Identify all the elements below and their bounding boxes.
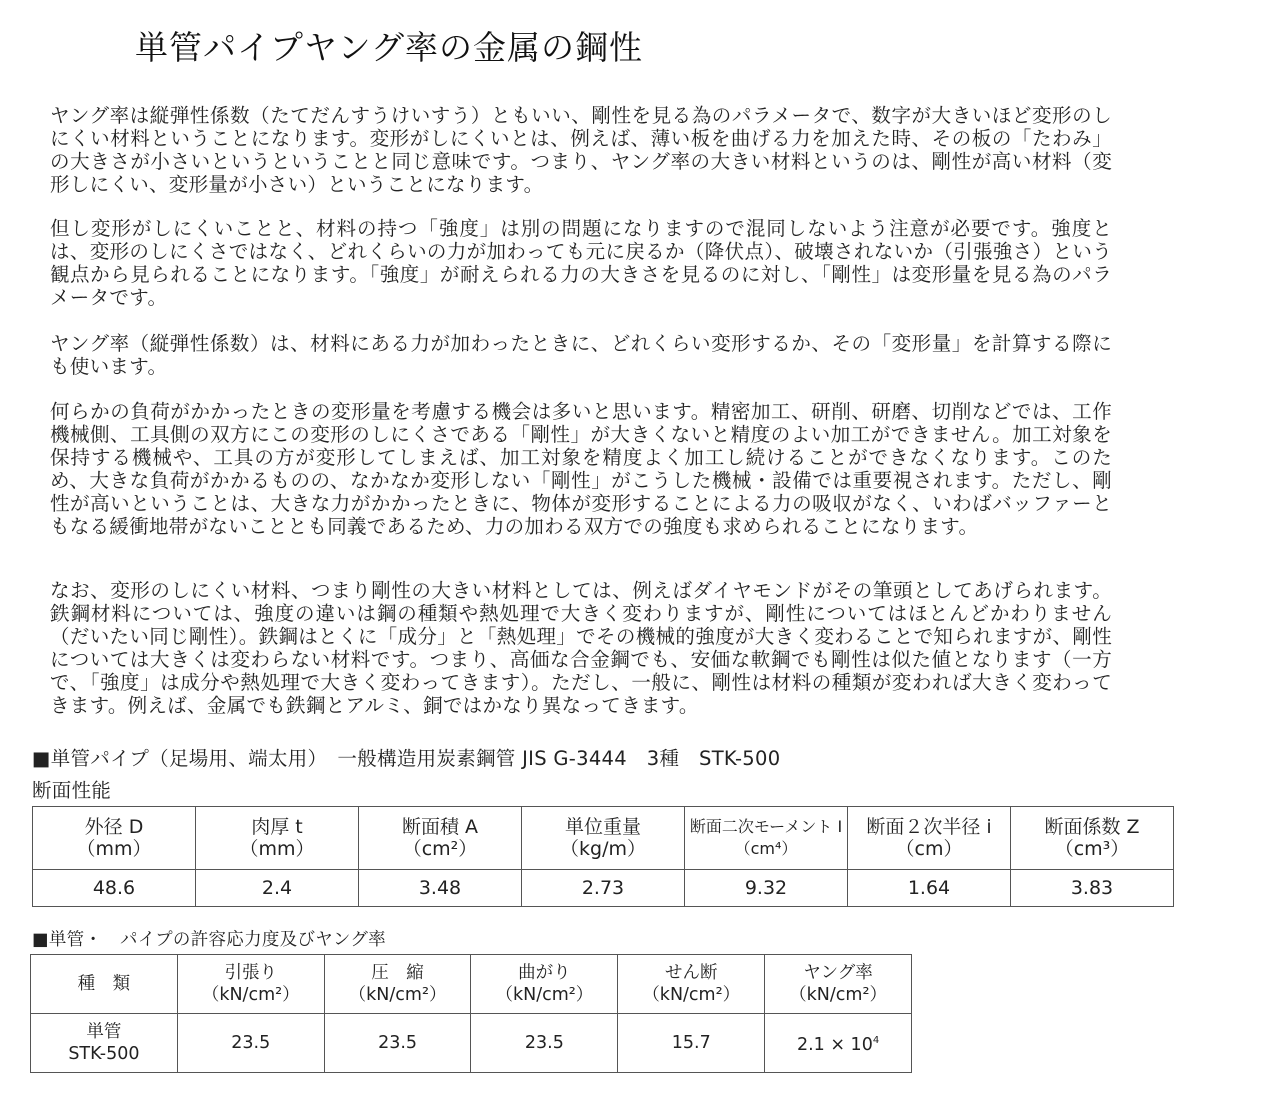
value-thickness: 2.4 bbox=[196, 870, 359, 907]
value-tension: 23.5 bbox=[177, 1014, 324, 1073]
header-outer-diameter: 外径 D （mm） bbox=[33, 807, 196, 870]
value-young-modulus: $2.1 \times 10^4$ bbox=[765, 1014, 912, 1073]
value-moment-of-inertia: 9.32 bbox=[685, 870, 848, 907]
value-outer-diameter: 48.6 bbox=[33, 870, 196, 907]
value-radius-of-gyration: 1.64 bbox=[848, 870, 1011, 907]
header-area: 断面積 A （cm²） bbox=[359, 807, 522, 870]
cross-section-properties-table bbox=[32, 806, 1174, 907]
paragraph-material-stiffness: なお、変形のしにくい材料、つまり剛性の大きい材料としては、例えばダイヤモンドがその筆頭としてあげられます。鉄鋼材料については、強度の違いは鋼の種類や熱処理で大きく変わりますが、剛性についてはほとんどかわりません（だいたい同じ剛性）。鉄鋼はとくに「成分」と「熱処理」でその機械的強度が大きく変わることで知られますが、剛性については大きくは変わらない材料です。つまり、高価な合金鋼でも、安価な軟鋼でも剛性は似た値となります（一方で、「強度」は成分や熱処理で大きく変わってきます）。ただし、一般に、剛性は材料の種類が変われば大きく変わってきます。例えば、金属でも鉄鋼とアルミ、銅ではかなり異なってきます。 bbox=[50, 579, 1112, 717]
header-type: 種 類 bbox=[31, 955, 178, 1014]
allowable-stress-table bbox=[30, 954, 912, 1073]
header-radius-of-gyration: 断面２次半径 i （cm） bbox=[848, 807, 1011, 870]
paragraph-strength-vs-stiffness: 但し変形がしにくいことと、材料の持つ「強度」は別の問題になりますので混同しないよう注意が必要です。強度とは、変形のしにくさではなく、どれくらいの力が加わっても元に戻るか（降伏点）、破壊されないか（引張強さ）という観点から見られることになります。「強度」が耐えられる力の大きさを見るのに対し、「剛性」は変形量を見る為のパラメータです。 bbox=[50, 217, 1112, 309]
header-thickness: 肉厚 t （mm） bbox=[196, 807, 359, 870]
header-moment-of-inertia: 断面二次モーメント I （cm⁴） bbox=[685, 807, 848, 870]
header-young-modulus: ヤング率 （kN/cm²） bbox=[765, 955, 912, 1014]
paragraph-machining-stiffness: 何らかの負荷がかかったときの変形量を考慮する機会は多いと思います。精密加工、研削、研磨、切削などでは、工作機械側、工具側の双方にこの変形のしにくさである「剛性」が大きくないと精度のよい加工ができません。加工対象を保持する機械や、工具の方が変形してしまえば、加工対象を精度よく加工し続けることができなくなります。このため、大きな負荷がかかるものの、なかなか変形しない「剛性」がこうした機械・設備では重要視されます。ただし、剛性が高いということは、大きな力がかかったときに、物体が変形することによる力の吸収がなく、いわばバッファーともなる緩衝地帯がないこととも同義であるため、力の加わる双方での強度も求められることになります。 bbox=[50, 400, 1112, 538]
section-subheading-cross-section: 断面性能 bbox=[32, 779, 112, 802]
paragraph-young-modulus-definition: ヤング率は縦弾性係数（たてだんすうけいすう）ともいい、剛性を見る為のパラメータで、数字が大きいほど変形のしにくい材料ということになります。変形がしにくいとは、例えば、薄い板を曲げる力を加えた時、その板の「たわみ」の大きさが小さいというということと同じ意味です。つまり、ヤング率の大きい材料というのは、剛性が高い材料（変形しにくい、変形量が小さい）ということになります。 bbox=[50, 104, 1112, 196]
table-row bbox=[31, 1014, 912, 1073]
header-compression: 圧 縮 （kN/cm²） bbox=[324, 955, 471, 1014]
table-header-row bbox=[31, 955, 912, 1014]
header-shear: せん断 （kN/cm²） bbox=[618, 955, 765, 1014]
value-compression: 23.5 bbox=[324, 1014, 471, 1073]
value-shear: 15.7 bbox=[618, 1014, 765, 1073]
header-tension: 引張り （kN/cm²） bbox=[177, 955, 324, 1014]
section-heading-allowable-stress: ■単管・ パイプの許容応力度及びヤング率 bbox=[32, 930, 386, 950]
page-title: 単管パイプヤング率の金属の鋼性 bbox=[135, 28, 644, 67]
section-heading-pipe-spec: ■単管パイプ（足場用、端太用） 一般構造用炭素鋼管 JIS G-3444 3種 STK-500 bbox=[32, 747, 781, 770]
value-bending: 23.5 bbox=[471, 1014, 618, 1073]
value-unit-weight: 2.73 bbox=[522, 870, 685, 907]
value-section-modulus: 3.83 bbox=[1011, 870, 1174, 907]
header-section-modulus: 断面係数 Z （cm³） bbox=[1011, 807, 1174, 870]
value-area: 3.48 bbox=[359, 870, 522, 907]
header-unit-weight: 単位重量 （kg/m） bbox=[522, 807, 685, 870]
header-bending: 曲がり （kN/cm²） bbox=[471, 955, 618, 1014]
row-label-stk500: 単管 STK-500 bbox=[31, 1014, 178, 1073]
table-header-row bbox=[33, 807, 1174, 870]
paragraph-deformation-calculation: ヤング率（縦弾性係数）は、材料にある力が加わったときに、どれくらい変形するか、その「変形量」を計算する際にも使います。 bbox=[50, 332, 1112, 378]
table-row bbox=[33, 870, 1174, 907]
